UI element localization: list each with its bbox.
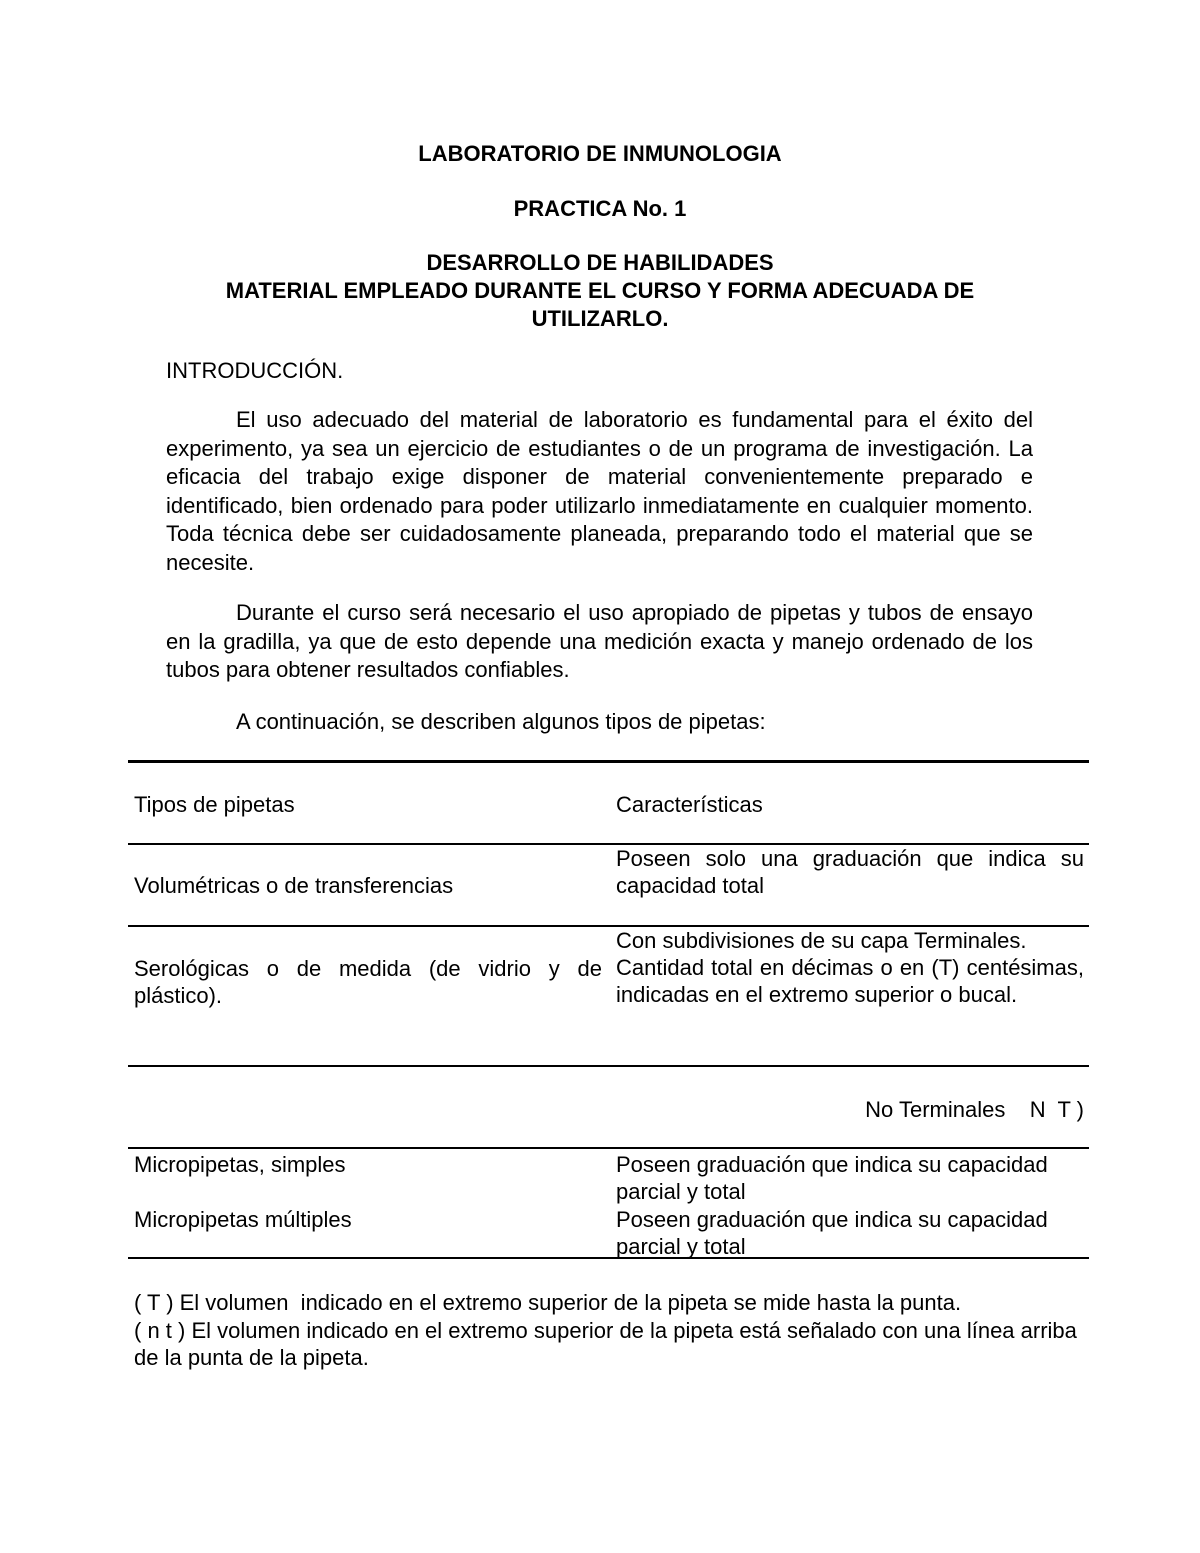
row-serological-desc-line1: Con subdivisiones de su capa Terminales.: [616, 928, 1027, 953]
note-non-terminal: ( n t ) El volumen indicado en el extremo superior de la pipeta está señalado con una línea arriba de la punta de la pipeta.: [134, 1318, 1077, 1370]
lab-title: LABORATORIO DE INMUNOLOGIA: [418, 141, 782, 166]
table-rule: [128, 1065, 1089, 1067]
note-terminal: ( T ) El volumen indicado en el extremo superior de la pipeta se mide hasta la punta.: [134, 1290, 962, 1315]
no-terminales-label: No Terminales N T ): [865, 1097, 1084, 1122]
row-micro-multiple-type: Micropipetas múltiples: [134, 1207, 352, 1232]
row-serological-type: Serológicas o de medida (de vidrio y de plástico).: [134, 956, 602, 1008]
intro-heading: INTRODUCCIÓN.: [166, 358, 344, 383]
intro-paragraph-2: Durante el curso será necesario el uso apropiado de pipetas y tubos de ensayo en la gradilla, ya que de esto depende una medición exacta y manejo ordenado de los tubos para obtener resultados confiables.: [166, 600, 1033, 682]
table-bottom-rule: [128, 1257, 1089, 1259]
row-micro-multiple-desc: Poseen graduación que indica su capacidad parcial y total: [616, 1207, 1048, 1259]
practice-title: PRACTICA No. 1: [513, 196, 687, 221]
intro-paragraph-1: El uso adecuado del material de laboratorio es fundamental para el éxito del experimento, ya sea un ejercicio de estudiantes o de un programa de investigación. La eficacia del trabajo exige disponer de material convenientemente preparado e identificado, bien ordenado para poder utilizarlo inmediatamente en cualquier momento. Toda técnica debe ser cuidadosamente planeada, preparando todo el material que se necesite.: [166, 407, 1033, 575]
subtitle-use: UTILIZARLO.: [531, 306, 669, 331]
table-top-rule: [128, 760, 1089, 763]
table-rule: [128, 1147, 1089, 1149]
row-serological-desc: Cantidad total en décimas o en (T) centésimas, indicadas en el extremo superior o bucal.: [616, 955, 1084, 1007]
subtitle-material: MATERIAL EMPLEADO DURANTE EL CURSO Y FORMA ADECUADA DE: [225, 278, 975, 303]
row-volumetric-type: Volumétricas o de transferencias: [134, 873, 454, 898]
subtitle-skills: DESARROLLO DE HABILIDADES: [426, 250, 774, 275]
row-micro-simple-type: Micropipetas, simples: [134, 1152, 346, 1177]
table-header-characteristics: Características: [616, 792, 763, 817]
row-volumetric-desc: Poseen solo una graduación que indica su capacidad total: [616, 846, 1084, 898]
intro-paragraph-3: A continuación, se describen algunos tipos de pipetas:: [236, 709, 766, 734]
table-header-types: Tipos de pipetas: [134, 792, 295, 817]
row-micro-simple-desc: Poseen graduación que indica su capacidad parcial y total: [616, 1152, 1048, 1204]
